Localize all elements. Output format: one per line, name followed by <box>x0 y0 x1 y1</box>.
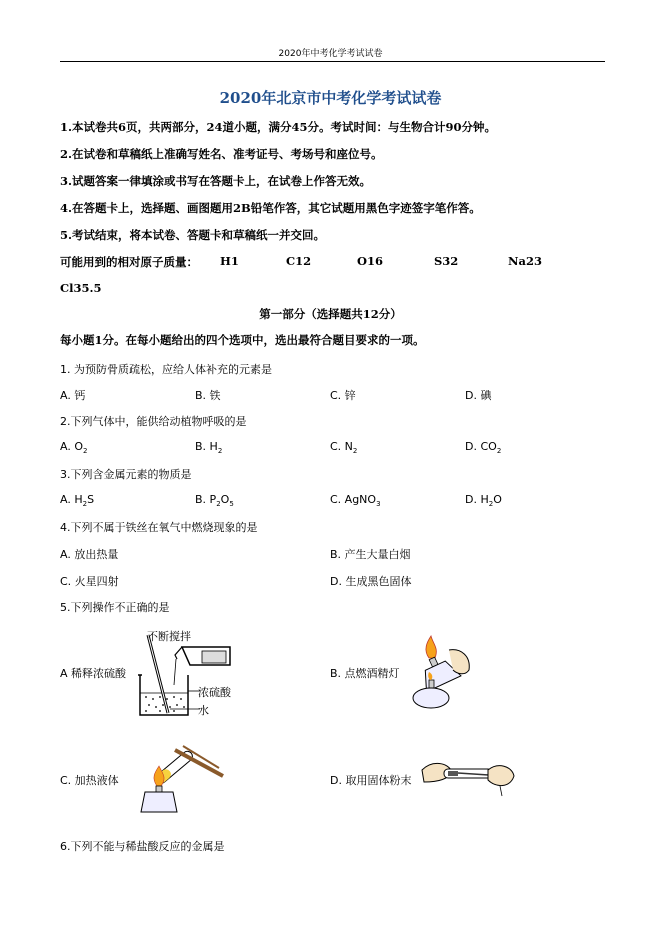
q2-option-b: B. $H_2$ <box>195 440 223 456</box>
q2-option-c: C. $N_2$ <box>330 440 358 456</box>
label-water: 水 <box>198 704 209 717</box>
atomic-mass-s: S32 <box>434 254 459 268</box>
question-4-stem: 4.下列不属于铁丝在氧气中燃烧现象的是 <box>60 521 258 534</box>
question-5-stem: 5.下列操作不正确的是 <box>60 601 170 614</box>
instruction-2: 2.在试卷和草稿纸上准确写姓名、准考证号、考场号和座位号。 <box>60 147 383 161</box>
label-acid: 浓硫酸 <box>198 686 231 699</box>
q4-option-b: B. 产生大量白烟 <box>330 548 411 561</box>
section-title: 第一部分（选择题共12分） <box>259 307 402 321</box>
q5-option-a: A 稀释浓硫酸 <box>60 667 127 680</box>
question-3-stem: 3.下列含金属元素的物质是 <box>60 468 192 481</box>
q1-option-a: A. 钙 <box>60 389 86 402</box>
header-divider <box>60 61 605 62</box>
q1-option-c: C. 锌 <box>330 389 356 402</box>
q3-option-a: A. $H_2S$ <box>60 493 95 509</box>
alcohol-lamp-figure <box>405 630 475 710</box>
question-6-stem: 6.下列不能与稀盐酸反应的金属是 <box>60 840 225 853</box>
heating-liquid-figure <box>135 728 235 818</box>
instruction-3: 3.试题答案一律填涂或书写在答题卡上，在试卷上作答无效。 <box>60 174 372 188</box>
q1-option-b: B. 铁 <box>195 389 221 402</box>
question-2-stem: 2.下列气体中，能供给动植物呼吸的是 <box>60 415 247 428</box>
q4-option-a: A. 放出热量 <box>60 548 119 561</box>
atomic-mass-na: Na23 <box>508 254 542 268</box>
q4-option-c: C. 火星四射 <box>60 575 119 588</box>
section-note: 每小题1分。在每小题给出的四个选项中，选出最符合题目要求的一项。 <box>60 333 425 347</box>
atomic-mass-label: 可能用到的相对原子质量： <box>60 255 198 269</box>
q5-option-c: C. 加热液体 <box>60 774 119 787</box>
q5-option-d: D. 取用固体粉末 <box>330 774 412 787</box>
q1-option-d: D. 碘 <box>465 389 492 402</box>
q4-option-d: D. 生成黑色固体 <box>330 575 412 588</box>
exam-title: 2020年北京市中考化学考试试卷 <box>219 89 442 107</box>
q2-option-a: A. $O_2$ <box>60 440 88 456</box>
page-header: 2020年中考化学考试试卷 <box>278 49 383 59</box>
instruction-5: 5.考试结束，将本试卷、答题卡和草稿纸一并交回。 <box>60 228 326 242</box>
atomic-mass-c: C12 <box>286 254 312 268</box>
q2-option-d: D. $CO_2$ <box>465 440 502 456</box>
q3-option-b: B. $P_2O_5$ <box>195 493 234 509</box>
question-1-stem: 1. 为预防骨质疏松，应给人体补充的元素是 <box>60 363 272 376</box>
q3-option-c: C. AgNO$_3$ <box>330 493 381 509</box>
powder-figure <box>418 752 518 797</box>
label-stir: 不断搅拌 <box>147 630 191 643</box>
instruction-1: 1.本试卷共6页，共两部分，24道小题，满分45分。考试时间：与生物合计90分钟。 <box>60 120 497 134</box>
q5-option-b: B. 点燃酒精灯 <box>330 667 400 680</box>
atomic-mass-cl: Cl35.5 <box>60 281 102 295</box>
q3-option-d: D. $H_2O$ <box>465 493 502 509</box>
atomic-mass-h: H1 <box>220 254 239 268</box>
atomic-mass-o: O16 <box>357 254 384 268</box>
instruction-4: 4.在答题卡上，选择题、画图题用2B铅笔作答，其它试题用黑色字迹签字笔作答。 <box>60 201 481 215</box>
